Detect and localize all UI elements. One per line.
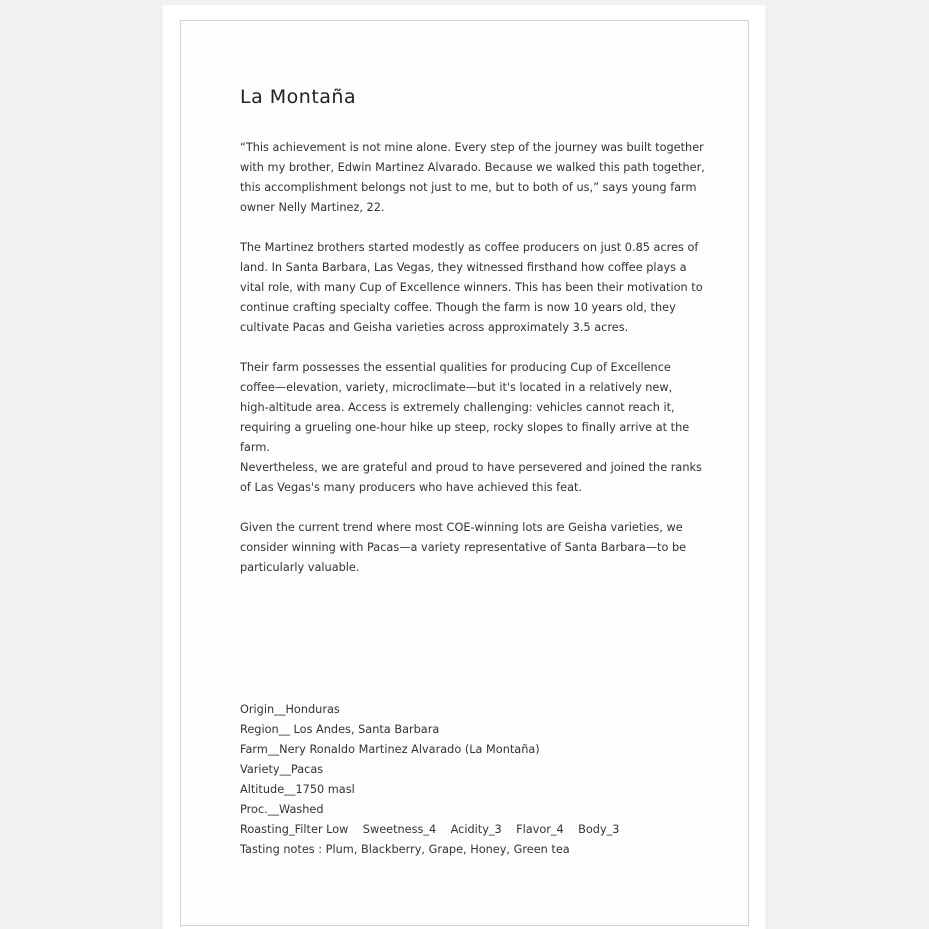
spec-line: Tasting notes : Plum, Blackberry, Grape, Honey, Green tea	[240, 843, 570, 856]
spec-line: Variety__Pacas	[240, 763, 324, 776]
paragraph-line: Nevertheless, we are grateful and proud to have persevered and joined the ranks	[240, 461, 702, 474]
paragraph-line: high-altitude area. Access is extremely challenging: vehicles cannot reach it,	[240, 401, 675, 414]
paragraph-line: owner Nelly Martinez, 22.	[240, 201, 385, 214]
paragraph-line: The Martinez brothers started modestly as coffee producers on just 0.85 acres of	[240, 241, 699, 254]
paragraph-line: continue crafting specialty coffee. Though the farm is now 10 years old, they	[240, 301, 676, 314]
spec-line: Origin__Honduras	[240, 703, 340, 716]
spec-line: Altitude__1750 masl	[240, 783, 355, 796]
paragraph-line: “This achievement is not mine alone. Every step of the journey was built together	[240, 141, 704, 154]
spec-line: Farm__Nery Ronaldo Martinez Alvarado (La Montaña)	[240, 743, 540, 756]
paragraph-line: Given the current trend where most COE-winning lots are Geisha varieties, we	[240, 521, 683, 534]
paragraph-line: land. In Santa Barbara, Las Vegas, they witnessed firsthand how coffee plays a	[240, 261, 687, 274]
paragraph-line: particularly valuable.	[240, 561, 360, 574]
paragraph-line: cultivate Pacas and Geisha varieties across approximately 3.5 acres.	[240, 321, 629, 334]
coffee-specs	[240, 700, 619, 860]
article-body	[240, 138, 710, 598]
paragraph-line: requiring a grueling one-hour hike up steep, rocky slopes to finally arrive at the	[240, 421, 690, 434]
paragraph-line: of Las Vegas's many producers who have achieved this feat.	[240, 481, 583, 494]
paragraph	[240, 518, 710, 578]
paragraph-line: farm.	[240, 441, 270, 454]
paragraph-line: coffee—elevation, variety, microclimate—but it's located in a relatively new,	[240, 381, 673, 394]
paragraph-line: with my brother, Edwin Martinez Alvarado. Because we walked this path together,	[240, 161, 705, 174]
paragraph-line: vital role, with many Cup of Excellence winners. This has been their motivation to	[240, 281, 703, 294]
paragraph	[240, 238, 710, 338]
spec-line: Roasting_Filter Low Sweetness_4 Acidity_3 Flavor_4 Body_3	[240, 823, 620, 836]
paragraph-line: this accomplishment belongs not just to me, but to both of us,” says young farm	[240, 181, 697, 194]
spec-line: Proc.__Washed	[240, 803, 324, 816]
page-title: La Montaña	[240, 86, 357, 108]
paragraph-line: Their farm possesses the essential qualities for producing Cup of Excellence	[240, 361, 671, 374]
paragraph-line: consider winning with Pacas—a variety representative of Santa Barbara—to be	[240, 541, 687, 554]
paragraph	[240, 138, 710, 218]
paragraph	[240, 358, 710, 498]
spec-line: Region__ Los Andes, Santa Barbara	[240, 723, 440, 736]
